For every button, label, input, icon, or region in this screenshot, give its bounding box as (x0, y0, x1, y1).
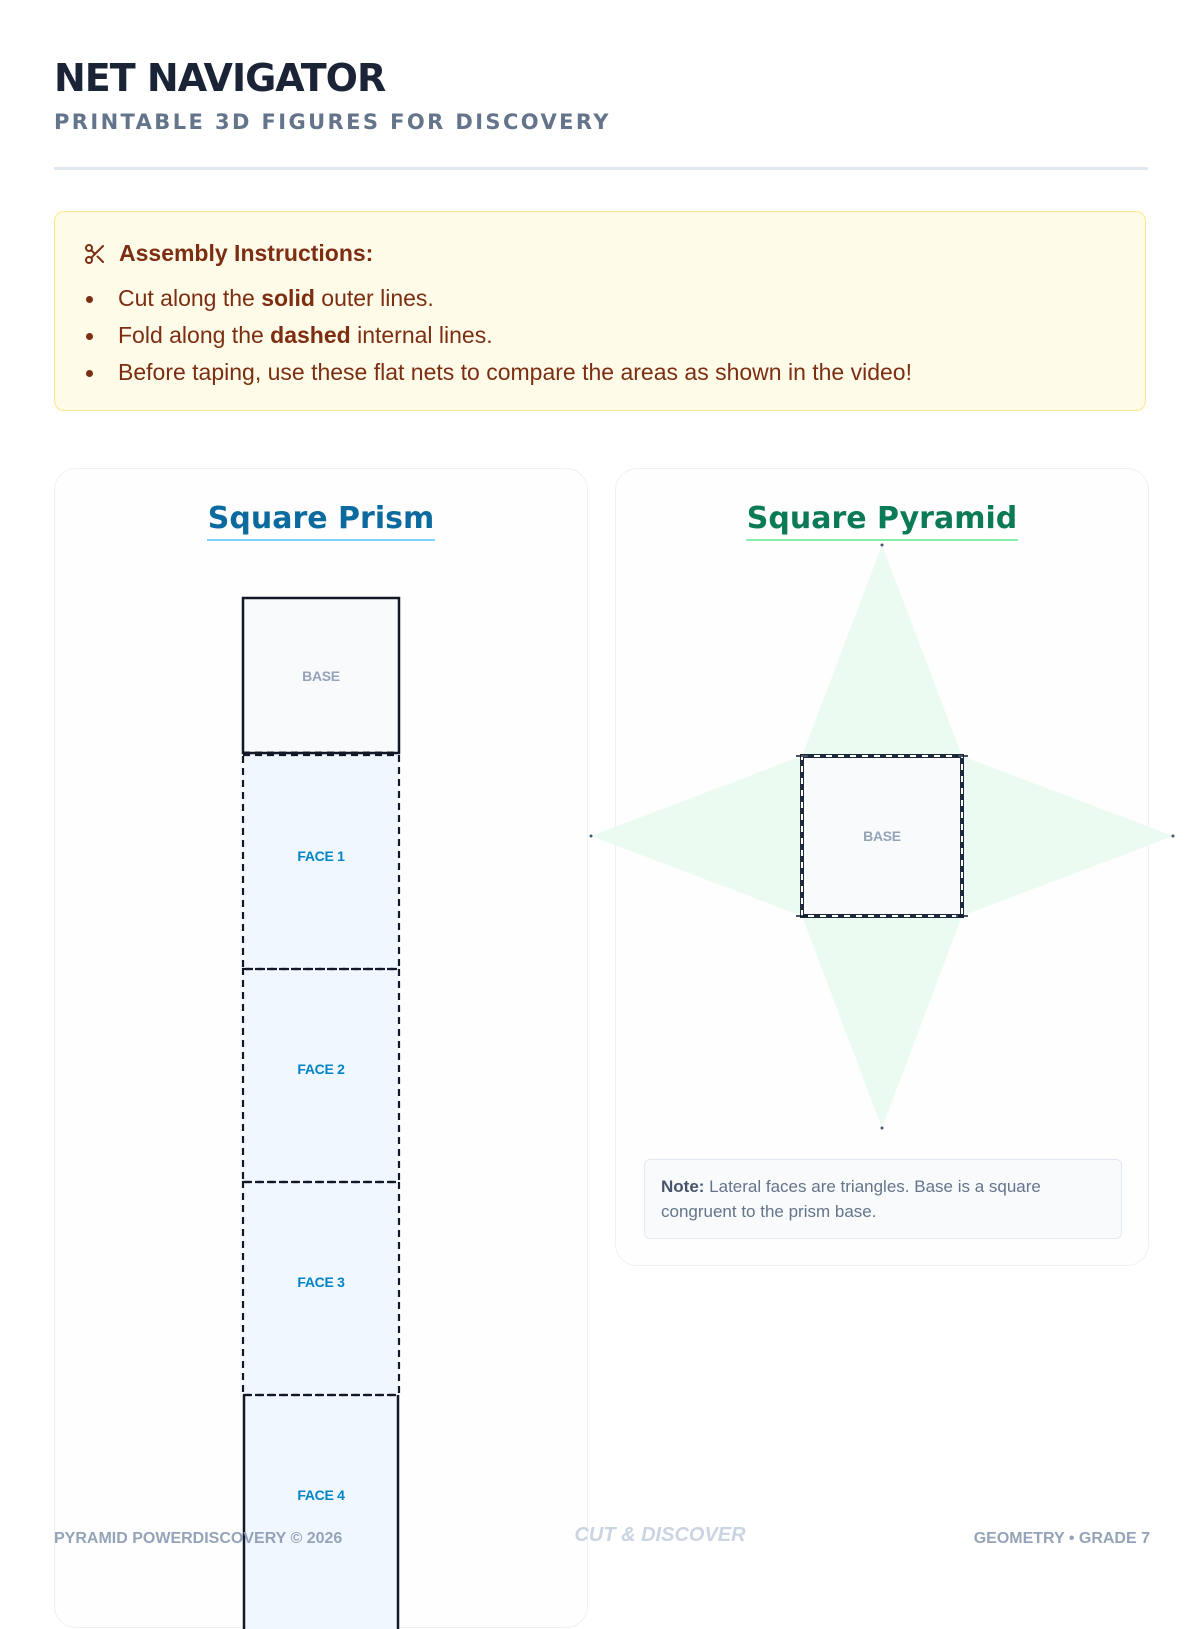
prism-face-label: FACE 2 (297, 1061, 345, 1077)
instruction-emphasis: dashed (270, 322, 351, 348)
prism-net (55, 469, 589, 1629)
pyramid-base-label: BASE (863, 828, 901, 844)
pyramid-apex-bottom (881, 1127, 884, 1130)
pyramid-apex-right (1172, 835, 1175, 838)
pyramid-net (616, 469, 1150, 1267)
page-subtitle: PRINTABLE 3D FIGURES FOR DISCOVERY (54, 110, 611, 134)
instructions-header (83, 240, 373, 267)
square-pyramid-card (615, 468, 1149, 1266)
instructions-list (83, 280, 912, 391)
instruction-text: outer lines. (314, 285, 434, 311)
prism-base-label: BASE (302, 668, 340, 684)
instruction-item (83, 354, 912, 391)
pyramid-title-text: Square Pyramid (746, 501, 1018, 541)
pyramid-note (644, 1159, 1122, 1239)
pyramid-triangle-right (962, 756, 1173, 916)
footer-watermark: CUT & DISCOVER (574, 1524, 746, 1546)
instruction-text: Before taping, use these flat nets to compare the areas as shown in the video! (118, 359, 912, 385)
note-text: Lateral faces are triangles. Base is a square congruent to the prism base. (661, 1177, 1041, 1221)
prism-face-label: FACE 1 (297, 848, 345, 864)
header-divider (54, 167, 1148, 170)
pyramid-triangle-top (802, 545, 962, 756)
instructions-title: Assembly Instructions: (119, 240, 374, 266)
instruction-text: Fold along the (118, 322, 271, 348)
prism-face-label: FACE 3 (297, 1274, 345, 1290)
pyramid-triangle-bottom (802, 916, 962, 1128)
note-label: Note: (661, 1177, 705, 1196)
pyramid-apex-left (590, 835, 593, 838)
instruction-item (83, 280, 912, 317)
instruction-text: internal lines. (350, 322, 493, 348)
page-title: NET NAVIGATOR (54, 56, 386, 100)
instruction-text: Cut along the (118, 285, 262, 311)
square-prism-card (54, 468, 588, 1628)
footer-copyright: PYRAMID POWERDISCOVERY © 2026 (54, 1530, 343, 1547)
assembly-instructions (54, 211, 1146, 411)
prism-title-text: Square Prism (207, 501, 435, 541)
prism-face-label: FACE 4 (297, 1487, 345, 1503)
instruction-emphasis: solid (261, 285, 315, 311)
pyramid-apex-top (881, 544, 884, 547)
footer-course-info: GEOMETRY • GRADE 7 (973, 1530, 1150, 1547)
instruction-item (83, 317, 912, 354)
scissors-icon (83, 242, 107, 266)
pyramid-triangle-left (591, 756, 802, 916)
